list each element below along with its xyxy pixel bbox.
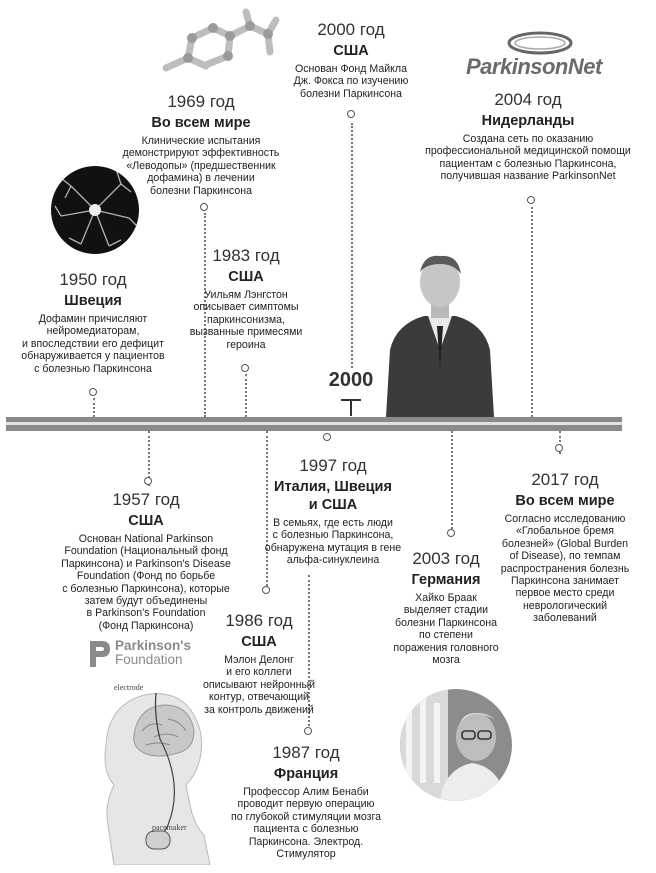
deep-brain-stimulation-illustration (94, 675, 222, 865)
pf-wordmark-line1: Parkinson's (115, 638, 191, 653)
event-2017 (490, 470, 640, 625)
connector-1983 (245, 374, 247, 417)
event-year: 2004 год (494, 90, 562, 109)
event-description: Профессор Алим Бенаби проводит первую операцию по глубокой стимуляции мозга пациента с болезнью Паркинсона. Электрод. Стимулятор (231, 786, 381, 861)
neuron-photo (51, 166, 139, 254)
event-country: США (333, 43, 369, 59)
event-description: Основан National Parkinson Foundation (Национальный фонд Паркинсона) и Parkinson's Disease Foundation (Фонд по борьбе с болезнью Паркинсона), которые затем будут объединены в Parkinson's Foundation (Фонд Паркинсона) (61, 533, 231, 632)
event-year: 1997 год (299, 456, 367, 475)
event-country: Во всем мире (151, 115, 251, 131)
levodopa-molecule-image (158, 6, 283, 88)
event-country: Нидерланды (481, 113, 575, 129)
event-country: Германия (411, 572, 481, 588)
event-year: 1983 год (212, 246, 280, 265)
node-1997 (323, 433, 331, 441)
event-year: 1987 год (272, 743, 340, 762)
connector-2000 (351, 123, 353, 368)
parkinsonnet-wordmark: ParkinsonNet (466, 54, 602, 79)
event-description: Согласно исследованию «Глобальное бремя болезней» (Global Burden of Disease), по темпам распространения болезнь Паркинсона занимает первое место среди неврологический заболеваний (500, 513, 630, 625)
parkinsonnet-logo (466, 30, 602, 78)
event-country: Италия, Швеция и США (274, 479, 392, 513)
event-country: Во всем мире (515, 493, 615, 509)
event-country: США (228, 269, 264, 285)
node-1957 (144, 477, 152, 485)
event-description: Дофамин причисляют нейромедиаторам, и впоследствии его дефицит обнаруживается у пациентов с болезнью Паркинсона (21, 313, 165, 375)
event-2004 (400, 90, 656, 183)
event-country: Франция (273, 766, 339, 782)
event-year: 1986 год (225, 611, 293, 630)
node-1969 (200, 203, 208, 211)
event-year: 1957 год (112, 490, 180, 509)
event-description: Мэлон Делонг и его коллеги описывают нейронный контур, отвечающий за контроль движений (202, 654, 316, 716)
year-2000-marker: 2000 (328, 369, 374, 391)
event-description: В семьях, где есть люди с болезнью Паркинсона, обнаружена мутация в гене альфа-синуклеина (264, 517, 402, 567)
pf-mark-icon (88, 639, 112, 667)
event-description: Основан Фонд Майкла Дж. Фокса по изучению болезни Паркинсона (293, 63, 409, 100)
node-1983 (241, 364, 249, 372)
parkinsons-foundation-logo (88, 637, 192, 669)
node-2017 (555, 444, 563, 452)
event-year: 1950 год (59, 270, 127, 289)
event-2003 (385, 549, 507, 666)
pf-wordmark-line2: Foundation (115, 652, 183, 667)
node-1987 (304, 727, 312, 735)
event-1983 (176, 246, 316, 351)
node-2004 (527, 196, 535, 204)
electrode-label: electrode (114, 683, 144, 692)
parkinsonnet-swoosh-icon (506, 30, 574, 56)
event-country: США (128, 513, 164, 529)
node-2003 (447, 529, 455, 537)
event-year: 2017 год (531, 470, 599, 489)
node-1950 (89, 388, 97, 396)
event-1950 (8, 270, 178, 375)
event-country: Швеция (64, 293, 122, 309)
node-1986 (262, 586, 270, 594)
connector-2004 (531, 207, 533, 417)
connector-2003 (451, 431, 453, 529)
node-2000 (347, 110, 355, 118)
head-silhouette-icon (94, 675, 222, 865)
year-2000-marker-tick (339, 398, 363, 416)
michael-j-fox-photo (384, 250, 496, 417)
event-description: Создана сеть по оказанию профессиональной медицинской помощи пациентам с болезнью Паркинсона, получившая название ParkinsonNet (425, 133, 631, 183)
event-year: 1969 год (167, 92, 235, 111)
event-description: Хайко Браак выделяет стадии болезни Паркинсона по степени поражения головного мозга (393, 592, 499, 667)
event-description: Уильям Лэнгстон описывает симптомы паркинсонизма, вызванные примесями героина (189, 289, 303, 351)
connector-1950 (93, 398, 95, 417)
event-country: США (241, 634, 277, 650)
timeline-axis (6, 417, 622, 431)
event-1987 (222, 743, 390, 860)
event-description: Клинические испытания демонстрируют эффективность «Леводопы» (предшественник дофамина) в лечении болезни Паркинсона (122, 135, 280, 197)
pacemaker-label: pacemaker (152, 823, 187, 832)
event-year: 2000 год (317, 20, 385, 39)
event-year: 2003 год (412, 549, 480, 568)
event-2000 (278, 20, 424, 100)
heiko-braak-photo (400, 689, 512, 801)
